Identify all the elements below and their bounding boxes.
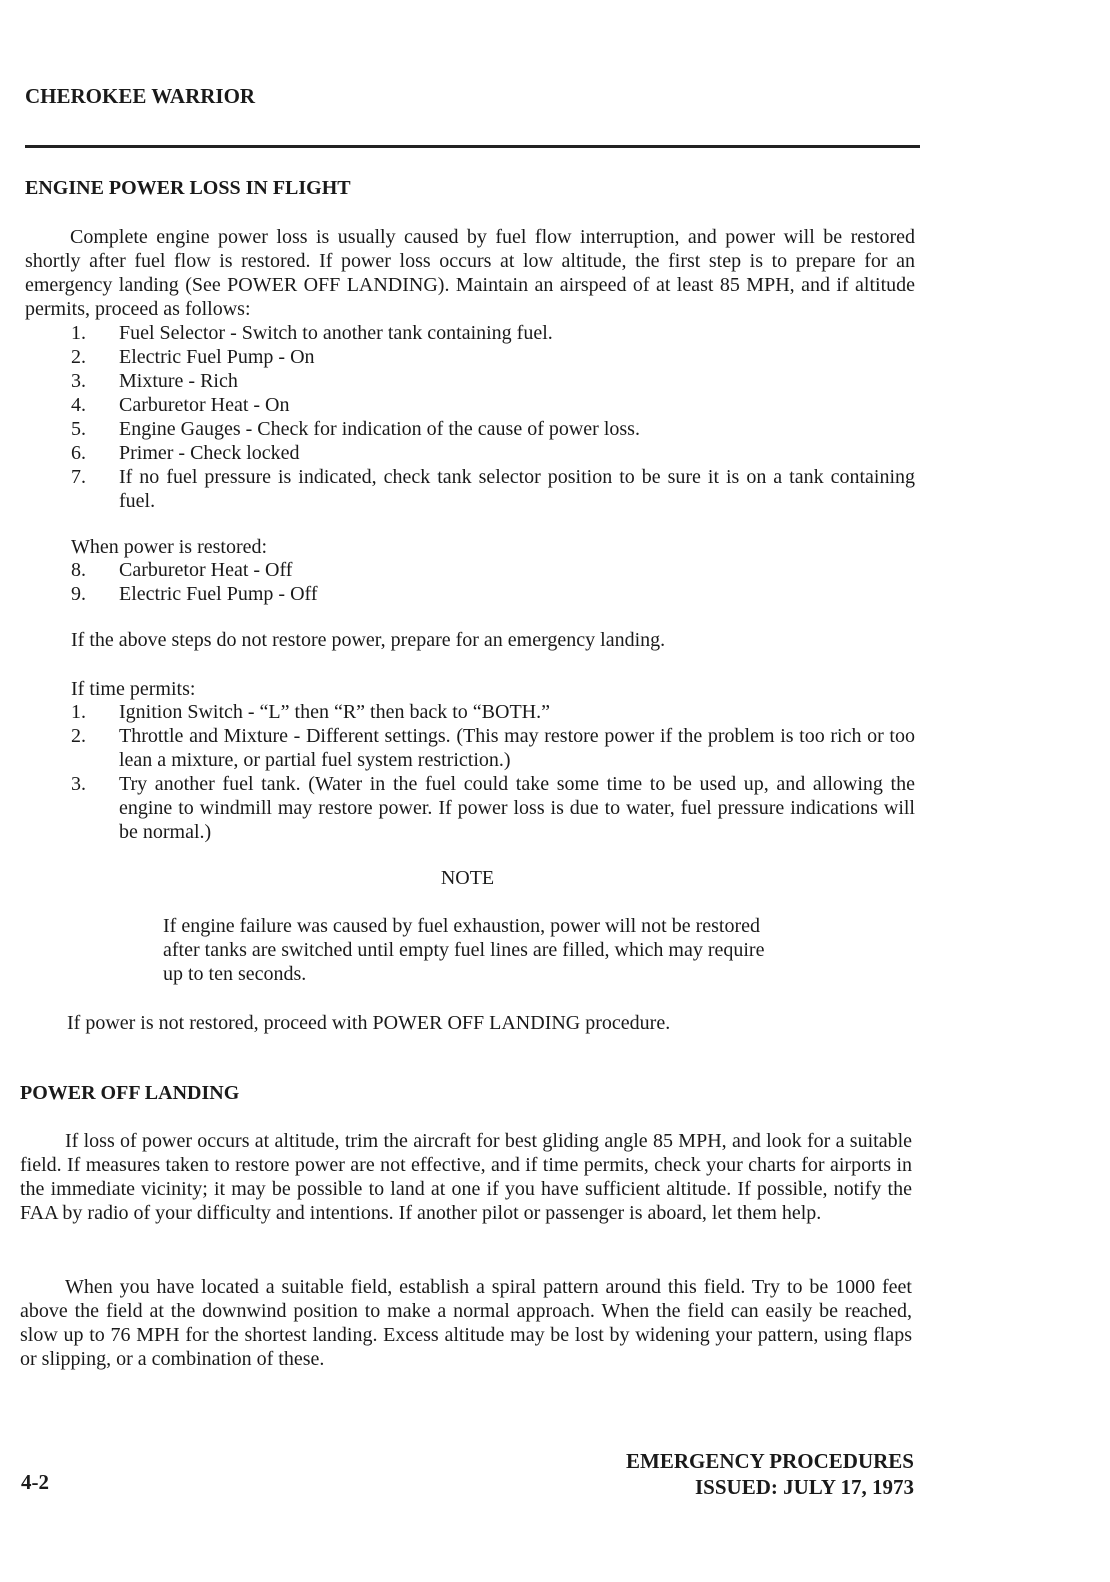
list-item: 2. Throttle and Mixture - Different settings. (This may restore power if the problem is too rich or too lean a mixture, or partial fuel system restriction.) [71, 725, 915, 771]
header-divider [25, 145, 920, 148]
power-restored-label: When power is restored: [71, 536, 268, 558]
list-item: 1. Ignition Switch - “L” then “R” then back to “BOTH.” [71, 701, 550, 723]
time-permits-steps [71, 700, 915, 844]
section-heading-engine-power-loss: ENGINE POWER LOSS IN FLIGHT [25, 177, 351, 199]
list-item: 1. Fuel Selector - Switch to another tank containing fuel. [71, 322, 553, 344]
power-off-landing-paragraph-2: When you have located a suitable field, establish a spiral pattern around this field. Try to be 1000 feet above the field at the downwind position to make a normal approach. When the field can easily be reached, slow up to 76 MPH for the shortest landing. Excess altitude may be lost by widening your pattern, using flaps or slipping, or a combination of these. [20, 1276, 912, 1370]
engine-loss-steps [71, 321, 915, 513]
list-item: 4. Carburetor Heat - On [71, 394, 290, 416]
section-heading-power-off-landing: POWER OFF LANDING [20, 1082, 240, 1104]
not-restored-paragraph: If the above steps do not restore power, prepare for an emergency landing. [71, 629, 666, 651]
list-item: 2. Electric Fuel Pump - On [71, 346, 315, 368]
list-item: 3. Mixture - Rich [71, 370, 238, 392]
footer-section-info [626, 1448, 914, 1500]
document-header-title: CHEROKEE WARRIOR [25, 84, 256, 108]
note-text: If engine failure was caused by fuel exhaustion, power will not be restored after tanks are switched until empty fuel lines are filled, which may require up to ten seconds. [163, 915, 765, 985]
footer-issued-date: ISSUED: JULY 17, 1973 [695, 1475, 914, 1499]
page-number: 4-2 [21, 1470, 49, 1494]
list-item: 5. Engine Gauges - Check for indication of the cause of power loss. [71, 418, 640, 440]
intro-paragraph: Complete engine power loss is usually caused by fuel flow interruption, and power will be restored shortly after fuel flow is restored. If power loss occurs at low altitude, the first step is to prepare for an emergency landing (See POWER OFF LANDING). Maintain an airspeed of at least 85 MPH, and if altitude permits, proceed as follows: [25, 226, 915, 320]
power-restored-steps [71, 558, 915, 606]
note-heading: NOTE [440, 867, 495, 889]
list-item: 7. If no fuel pressure is indicated, check tank selector position to be sure it is on a tank containing fuel. [71, 466, 915, 512]
list-item: 9. Electric Fuel Pump - Off [71, 583, 318, 605]
list-item: 8. Carburetor Heat - Off [71, 559, 293, 581]
power-off-landing-paragraph-1: If loss of power occurs at altitude, trim the aircraft for best gliding angle 85 MPH, and look for a suitable field. If measures taken to restore power are not effective, and if time permits, check your charts for airports in the immediate vicinity; it may be possible to land at one if you have sufficient altitude. If possible, notify the FAA by radio of your difficulty and intentions. If another pilot or passenger is aboard, let them help. [20, 1130, 912, 1224]
closing-paragraph: If power is not restored, proceed with POWER OFF LANDING procedure. [67, 1012, 671, 1034]
time-permits-label: If time permits: [71, 678, 196, 700]
list-item: 3. Try another fuel tank. (Water in the fuel could take some time to be used up, and allowing the engine to windmill may restore power. If power loss is due to water, fuel pressure indications will be normal.) [71, 773, 915, 843]
footer-section-title: EMERGENCY PROCEDURES [626, 1449, 914, 1473]
list-item: 6. Primer - Check locked [71, 442, 300, 464]
